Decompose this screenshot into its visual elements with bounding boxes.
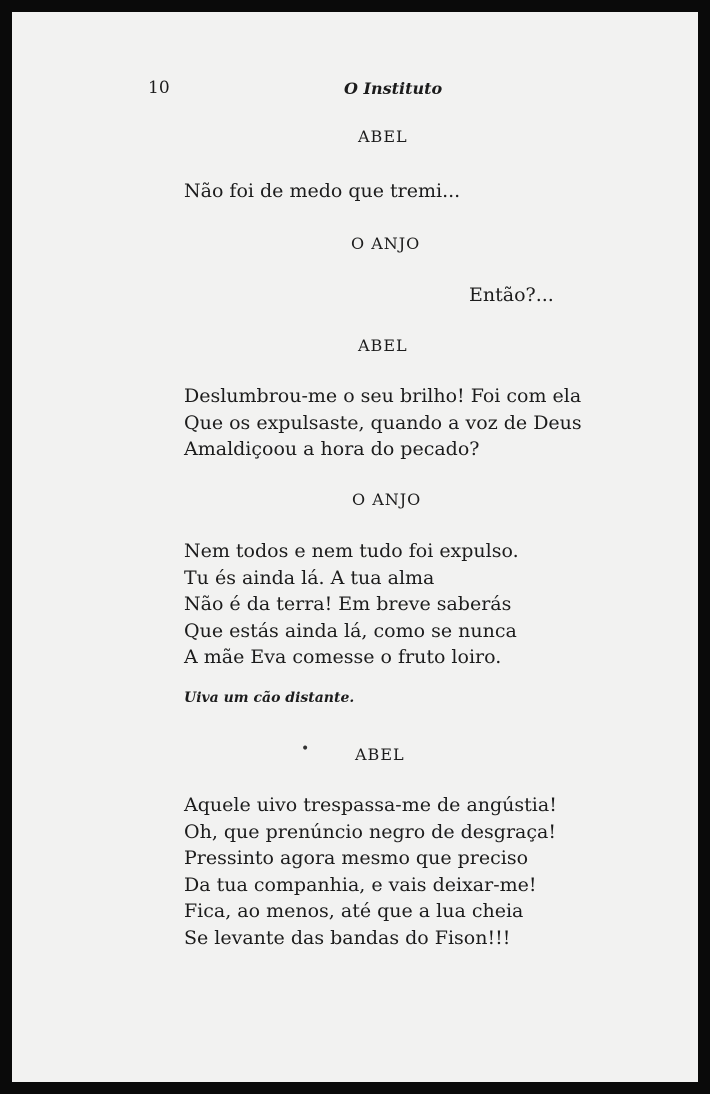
- speaker-name: O ANJO: [351, 234, 421, 253]
- verse-line: Deslumbrou-me o seu brilho! Foi com ela: [184, 385, 582, 407]
- verse-line: A mãe Eva comesse o fruto loiro.: [184, 646, 502, 668]
- speaker-name: ABEL: [358, 127, 408, 146]
- verse-line: Que estás ainda lá, como se nunca: [184, 619, 517, 642]
- verse-line: Pressinto agora mesmo que preciso: [184, 847, 529, 869]
- verse-line: Fica, ao menos, até que a lua cheia: [184, 900, 524, 922]
- verse-block: [184, 178, 460, 205]
- speaker-name: ABEL: [358, 336, 408, 355]
- running-title: O Instituto: [344, 79, 443, 98]
- verse-block: [184, 538, 519, 671]
- verse-line: Não foi de medo que tremi...: [184, 180, 461, 202]
- speaker-name: ABEL: [355, 745, 405, 764]
- speaker-name: O ANJO: [352, 490, 422, 509]
- verse-line: Amaldiçoou a hora do pecado?: [184, 438, 480, 460]
- stage-direction: Uiva um cão distante.: [184, 690, 355, 706]
- page-number: 10: [148, 78, 170, 98]
- verse-line: Oh, que prenúncio negro de desgraça!: [184, 820, 556, 843]
- verse-block: [184, 383, 582, 463]
- verse-line: Tu és ainda lá. A tua alma: [184, 566, 435, 589]
- verse-line: Então?...: [469, 284, 554, 306]
- verse-line: Não é da terra! Em breve saberás: [184, 593, 512, 615]
- verse-block: [184, 792, 557, 951]
- stray-print-mark: •: [301, 741, 310, 757]
- verse-block: [469, 282, 554, 309]
- verse-line: Aquele uivo trespassa-me de angústia!: [184, 794, 557, 816]
- verse-line: Da tua companhia, e vais deixar-me!: [184, 873, 537, 896]
- book-page: [12, 12, 698, 1082]
- verse-line: Nem todos e nem tudo foi expulso.: [184, 540, 519, 562]
- verse-line: Se levante das bandas do Fison!!!: [184, 926, 511, 949]
- verse-line: Que os expulsaste, quando a voz de Deus: [184, 411, 582, 434]
